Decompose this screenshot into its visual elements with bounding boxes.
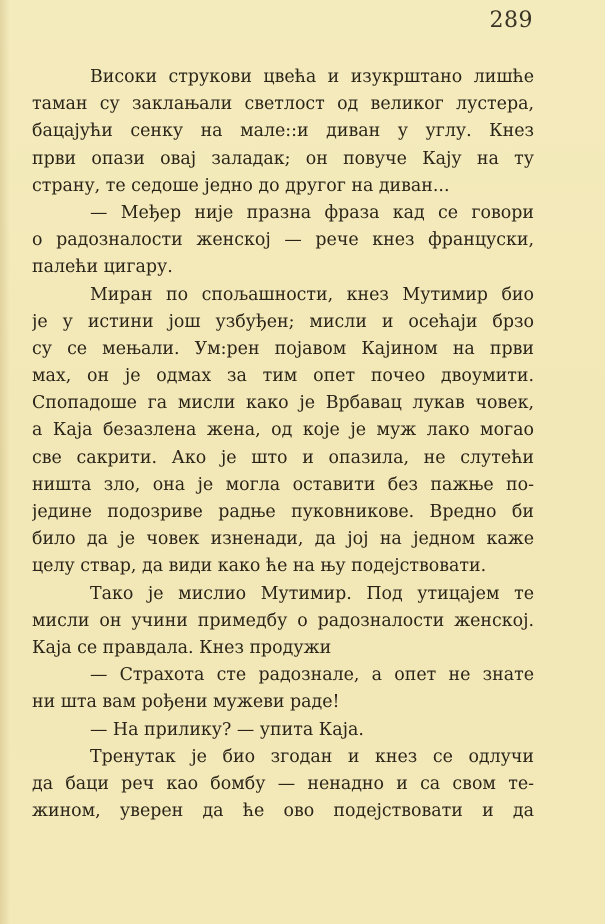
text-line: Тренутак је био згодан и кнез се одлучи xyxy=(90,746,534,767)
text-line: таман су заклањали светлост од великог лустера, xyxy=(32,94,534,115)
text-line: Тако је мислио Мутимир. Под утицајем те xyxy=(90,583,534,604)
text-line: је у истини још узбуђен; мисли и осећаји брзо xyxy=(32,311,534,332)
text-line: су се мењали. Ум:рен појавом Кајином на први xyxy=(32,338,534,359)
page-number: 289 xyxy=(489,8,533,33)
text-line: мисли он учини примедбу о радозналости женској. xyxy=(32,610,534,631)
text-line: Каја се правдала. Кнез продужи xyxy=(32,637,332,658)
text-line: жином, уверен да ће ово подејствовати и да xyxy=(32,801,534,822)
text-line: палећи цигару. xyxy=(32,257,173,278)
text-line: бацајући сенку на мале::и диван у углу. Кнез xyxy=(32,121,534,142)
text-line: да баци реч као бомбу — ненадно и са свом те- xyxy=(32,773,534,794)
text-line: целу ствар, да види како ће на њу подејствовати. xyxy=(32,556,487,577)
text-line: једине подозриве радње пуковникове. Вредно би xyxy=(32,502,534,522)
text-line: Миран по спољашности, кнез Мутимир био xyxy=(90,284,534,305)
text-line: било да је човек изненади, да јој на једном каже xyxy=(32,529,534,550)
text-line: први опази овај заладак; он повуче Кају на ту xyxy=(32,148,534,169)
text-line: — Међер није празна фраза кад се говори xyxy=(90,202,534,223)
text-line: Спопадоше га мисли како је Врбавац лукав човек, xyxy=(32,393,534,414)
text-line: мах, он је одмах за тим опет почео двоумити. xyxy=(32,366,534,387)
page-edge-shadow xyxy=(0,0,10,924)
text-line: о радозналости женској — рече кнез француски, xyxy=(32,230,534,251)
text-line: све сакрити. Ако је што и опазила, не слутећи xyxy=(32,447,534,468)
body-text xyxy=(32,64,534,825)
text-line: ништа зло, она је могла оставити без пажње по- xyxy=(32,474,534,495)
text-line: а Каја безазлена жена, од које је муж лако могао xyxy=(32,420,534,441)
text-line: страну, те седоше једно до другог на диван... xyxy=(32,175,450,196)
text-line: ни шта вам рођени мужеви раде! xyxy=(32,692,340,713)
text-line: Високи струкови цвећа и изукрштано лишће xyxy=(90,67,534,87)
text-line: — На прилику? — упита Каја. xyxy=(90,719,364,740)
text-line: — Страхота сте радознале, а опет не знате xyxy=(90,665,534,686)
